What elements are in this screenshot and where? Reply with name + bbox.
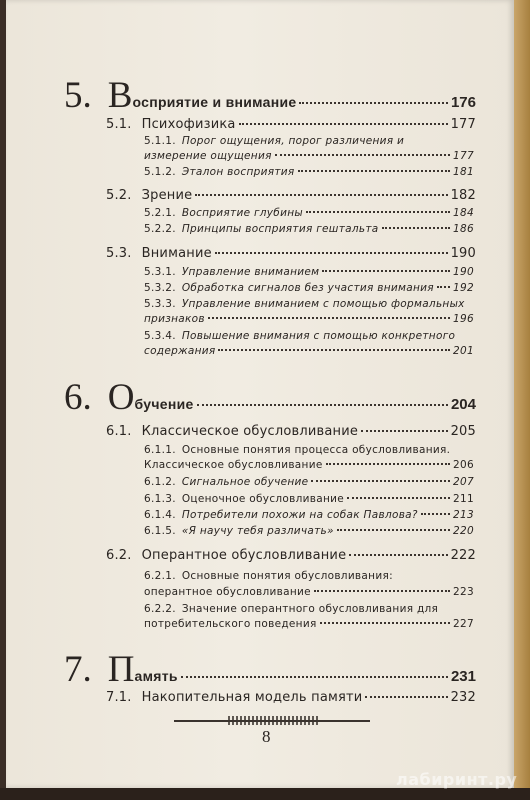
- leader-dots: [197, 404, 448, 406]
- subsection-title: Значение оперантного обусловливания для: [181, 603, 439, 615]
- subsection-6-2-2-cont: [144, 618, 474, 630]
- subsection-5-3-3: [144, 298, 474, 310]
- section-number: 6.2.: [106, 548, 132, 563]
- subsection-title: Оценочное обусловливание: [181, 493, 345, 505]
- subsection-number: 6.2.2.: [144, 603, 176, 615]
- leader-dots: [314, 590, 450, 592]
- page-number-ref: 213: [453, 509, 474, 521]
- page-number-ref: 186: [453, 223, 474, 235]
- leader-dots: [361, 430, 447, 432]
- subsection-5-1-1-cont: [144, 150, 474, 162]
- chapter-title-initial: О: [107, 377, 135, 418]
- subsection-number: 5.3.2.: [144, 282, 176, 294]
- section-number: 6.1.: [106, 424, 132, 439]
- subsection-title-cont: оперантное обусловливание: [144, 586, 311, 598]
- page-number-ref: 220: [453, 525, 474, 537]
- subsection-number: 6.2.1.: [144, 570, 176, 582]
- subsection-title: Принципы восприятия гештальта: [181, 223, 379, 235]
- watermark: лабиринт.ру: [396, 770, 518, 789]
- subsection-5-2-2: [144, 223, 474, 235]
- leader-dots: [275, 154, 450, 156]
- subsection-title-cont: потребительского поведения: [144, 618, 317, 630]
- page-number-ref: 211: [453, 493, 474, 505]
- section-6-1: [106, 424, 476, 439]
- page-shadow: [0, 788, 530, 800]
- subsection-number: 5.1.2.: [144, 166, 176, 178]
- subsection-5-3-4-cont: [144, 345, 474, 357]
- subsection-number: 5.2.2.: [144, 223, 176, 235]
- subsection-5-3-1: [144, 266, 474, 278]
- leader-dots: [320, 622, 450, 624]
- leader-dots: [347, 497, 450, 499]
- leader-dots: [382, 227, 451, 229]
- page-number-ref: 184: [453, 207, 474, 219]
- subsection-title-cont: измерение ощущения: [144, 150, 272, 162]
- subsection-5-3-3-cont: [144, 313, 474, 325]
- subsection-6-2-1: [144, 570, 474, 582]
- leader-dots: [365, 696, 447, 698]
- page-number-ref: 232: [450, 690, 476, 705]
- subsection-5-3-2: [144, 282, 474, 294]
- page-number-ref: 190: [453, 266, 474, 278]
- subsection-number: 6.1.2.: [144, 476, 176, 488]
- section-number: 7.1.: [106, 690, 132, 705]
- subsection-number: 6.1.4.: [144, 509, 176, 521]
- section-title: Внимание: [141, 246, 212, 261]
- subsection-6-1-5: [144, 525, 474, 537]
- page-number-ref: 196: [453, 313, 474, 325]
- section-5-1: [106, 117, 476, 132]
- page-number-ref: 227: [453, 618, 474, 630]
- page-number-ref: 223: [453, 586, 474, 598]
- chapter-number: 7.: [64, 649, 92, 690]
- subsection-number: 6.1.1.: [144, 444, 176, 456]
- section-number: 5.3.: [106, 246, 132, 261]
- subsection-6-1-3: [144, 493, 474, 505]
- subsection-title-cont: признаков: [144, 313, 205, 325]
- footer-ornament: [228, 716, 318, 725]
- chapter-number: 6.: [64, 377, 92, 418]
- page-number-ref: 201: [453, 345, 474, 357]
- section-number: 5.2.: [106, 188, 132, 203]
- subsection-6-2-2: [144, 603, 474, 615]
- subsection-6-1-1: [144, 444, 474, 456]
- section-7-1: [106, 690, 476, 705]
- chapter-6-entry: [64, 376, 476, 419]
- subsection-5-2-1: [144, 207, 474, 219]
- page-number-ref: 231: [450, 668, 476, 685]
- page-number-ref: 222: [450, 548, 476, 563]
- subsection-5-3-4: [144, 330, 474, 342]
- leader-dots: [437, 286, 450, 288]
- subsection-title: Основные понятия обусловливания:: [181, 570, 393, 582]
- chapter-title: амять: [134, 668, 178, 684]
- leader-dots: [299, 102, 447, 104]
- page-number-ref: 177: [453, 150, 474, 162]
- subsection-number: 5.1.1.: [144, 135, 176, 147]
- subsection-number: 5.3.1.: [144, 266, 176, 278]
- page-number-ref: 207: [453, 476, 474, 488]
- subsection-number: 6.1.3.: [144, 493, 176, 505]
- page-number-ref: 192: [453, 282, 474, 294]
- subsection-title: Основные понятия процесса обусловливания.: [181, 444, 451, 456]
- subsection-title: «Я научу тебя различать»: [181, 525, 334, 537]
- section-5-2: [106, 188, 476, 203]
- subsection-title: Эталон восприятия: [181, 166, 295, 178]
- subsection-title: Восприятие глубины: [181, 207, 303, 219]
- subsection-title: Управление вниманием с помощью формальных: [181, 298, 465, 310]
- page-number-ref: 190: [450, 246, 476, 261]
- page-number-ref: 177: [450, 117, 476, 132]
- leader-dots: [181, 676, 448, 678]
- section-title: Психофизика: [141, 117, 236, 132]
- section-number: 5.1.: [106, 117, 132, 132]
- subsection-5-1-2: [144, 166, 474, 178]
- subsection-number: 5.2.1.: [144, 207, 176, 219]
- subsection-6-1-2: [144, 476, 474, 488]
- section-6-2: [106, 548, 476, 563]
- section-5-3: [106, 246, 476, 261]
- chapter-7-entry: [64, 648, 476, 691]
- subsection-5-1-1: [144, 135, 474, 147]
- chapter-title: осприятие и внимание: [132, 94, 297, 110]
- page-number-ref: 181: [453, 166, 474, 178]
- page-number-ref: 182: [450, 188, 476, 203]
- subsection-title: Обработка сигналов без участия внимания: [181, 282, 434, 294]
- chapter-title-initial: В: [107, 75, 133, 116]
- subsection-title-cont: содержания: [144, 345, 216, 357]
- leader-dots: [239, 123, 448, 125]
- subsection-title: Управление вниманием: [181, 266, 320, 278]
- subsection-title: Порог ощущения, порог различения и: [181, 135, 405, 147]
- leader-dots: [215, 252, 448, 254]
- page-number-ref: 204: [450, 396, 476, 413]
- leader-dots: [349, 554, 447, 556]
- page-number-ref: 205: [450, 424, 476, 439]
- leader-dots: [298, 170, 451, 172]
- page-number: 8: [262, 727, 271, 746]
- subsection-number: 6.1.5.: [144, 525, 176, 537]
- subsection-title-cont: Классическое обусловливание: [144, 459, 323, 471]
- leader-dots: [306, 211, 450, 213]
- subsection-title: Потребители похожи на собак Павлова?: [181, 509, 418, 521]
- leader-dots: [218, 349, 450, 351]
- leader-dots: [195, 194, 447, 196]
- subsection-6-2-1-cont: [144, 586, 474, 598]
- leader-dots: [326, 463, 450, 465]
- subsection-6-1-1-cont: [144, 459, 474, 471]
- section-title: Зрение: [141, 188, 193, 203]
- chapter-5-entry: [64, 74, 476, 117]
- chapter-title-initial: П: [107, 649, 135, 690]
- subsection-number: 5.3.3.: [144, 298, 176, 310]
- chapter-number: 5.: [64, 75, 92, 116]
- section-title: Классическое обусловливание: [141, 424, 359, 439]
- book-edge: [514, 0, 530, 800]
- page-number-ref: 206: [453, 459, 474, 471]
- section-title: Оперантное обусловливание: [141, 548, 347, 563]
- subsection-title: Сигнальное обучение: [181, 476, 309, 488]
- subsection-number: 5.3.4.: [144, 330, 176, 342]
- leader-dots: [322, 270, 450, 272]
- page-number-ref: 176: [450, 94, 476, 111]
- subsection-6-1-4: [144, 509, 474, 521]
- leader-dots: [311, 480, 450, 482]
- leader-dots: [208, 317, 450, 319]
- leader-dots: [421, 513, 450, 515]
- subsection-title: Повышение внимания с помощью конкретного: [181, 330, 456, 342]
- section-title: Накопительная модель памяти: [141, 690, 363, 705]
- leader-dots: [337, 529, 450, 531]
- chapter-title: бучение: [134, 396, 194, 412]
